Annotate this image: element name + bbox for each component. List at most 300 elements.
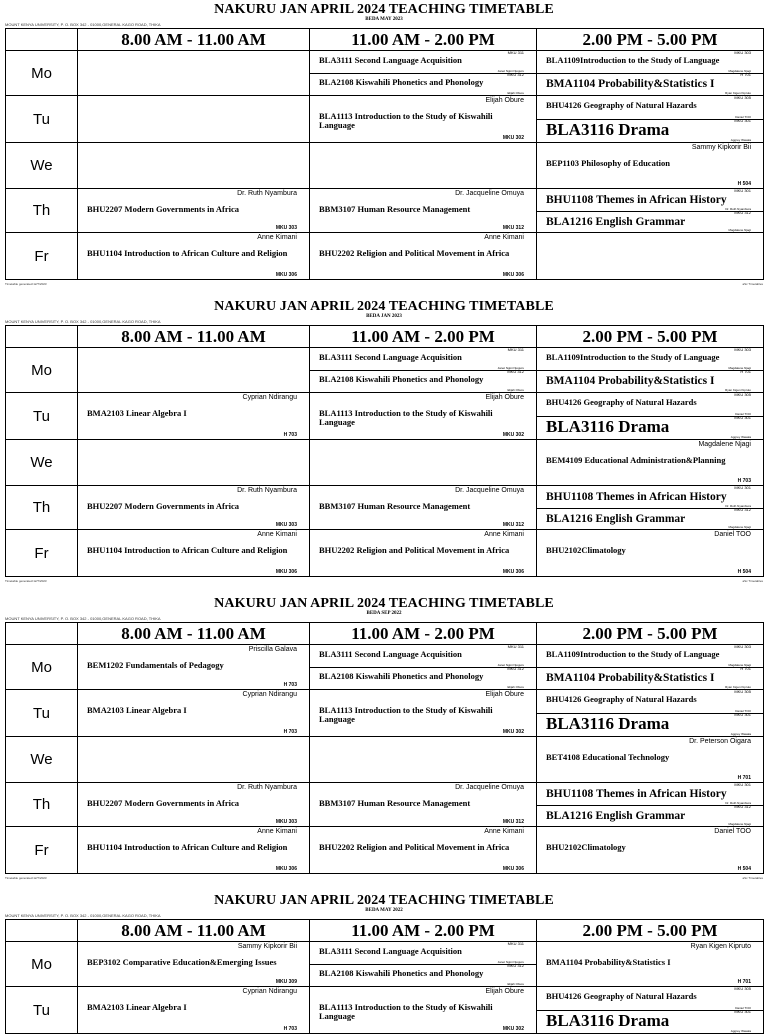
- day-row-tu: [6, 987, 764, 1034]
- class-group-label: BEDA JAN 2023: [366, 314, 402, 319]
- lecturer-name: Elijah Obure: [507, 388, 524, 392]
- class-group-label: BEDA SEP 2022: [366, 611, 402, 616]
- lesson-card[interactable]: [310, 645, 536, 668]
- course-title: BLA1113 Introduction to the Study of Kiswahili Language: [319, 1002, 493, 1021]
- lesson-card[interactable]: [537, 370, 763, 392]
- time-slot-header: 11.00 AM - 2.00 PM: [310, 29, 537, 51]
- room-label: MKU 305: [734, 95, 751, 100]
- course-title: BHU2207 Modern Governments in Africa: [87, 204, 240, 214]
- time-header-row: [6, 920, 764, 942]
- lecturer-name: Magdalene Njagi: [728, 822, 751, 826]
- lecturer-name: Ryan Kigen Kipruto: [690, 943, 751, 950]
- room-label: MKU 303: [734, 50, 751, 55]
- course-title: BLA2108 Kiswahili Phonetics and Phonology: [319, 77, 484, 87]
- lecturer-name: Ryan Kigen Kipruto: [725, 685, 751, 689]
- time-slot-header: 8.00 AM - 11.00 AM: [78, 29, 310, 51]
- lesson-card[interactable]: [310, 189, 536, 232]
- lesson-card[interactable]: [310, 783, 536, 826]
- lesson-card[interactable]: [78, 942, 309, 986]
- course-title: BLA3111 Second Language Acquisition: [319, 649, 462, 659]
- course-title: BMA1104 Probability&Statistics I: [546, 375, 715, 387]
- slot-cell: [537, 96, 764, 143]
- lecturer-name: Cyprian Ndirangu: [242, 988, 297, 995]
- slot-cell: [78, 51, 310, 96]
- lesson-card[interactable]: [537, 143, 763, 188]
- lecturer-name: Magdalene Njagi: [728, 228, 751, 232]
- lesson-card[interactable]: [310, 667, 536, 689]
- lecturer-name: Elijah Obure: [507, 982, 524, 986]
- slot-cell: [537, 737, 764, 783]
- lecturer-name: Daniel TOO: [714, 531, 751, 538]
- timetable-block: [0, 297, 768, 594]
- course-title: BLA3111 Second Language Acquisition: [319, 946, 462, 956]
- day-row-we: [6, 440, 764, 486]
- time-header-row: [6, 623, 764, 645]
- timetable-block: [0, 891, 768, 1033]
- split-lesson-cell: [537, 690, 763, 736]
- lesson-card[interactable]: [537, 805, 763, 827]
- slot-cell: [78, 942, 310, 987]
- lesson-card[interactable]: [78, 645, 309, 689]
- split-lesson-cell: [537, 393, 763, 439]
- room-label: MKU 301: [734, 1009, 751, 1014]
- software-credit: aSc Timetables: [742, 579, 763, 583]
- course-title: BLA3116 Drama: [546, 417, 670, 436]
- lecturer-name: Magdalene Njagi: [728, 366, 751, 370]
- room-label: MKU 312: [502, 225, 524, 231]
- room-label: H 701: [740, 666, 751, 671]
- lecturer-name: Aggrey Wasala: [730, 1029, 751, 1033]
- slot-cell: [78, 348, 310, 393]
- lecturer-name: Dr. Jacqueline Omuya: [455, 487, 524, 494]
- course-title: BHU4126 Geography of Natural Hazards: [546, 991, 697, 1001]
- day-row-we: [6, 737, 764, 783]
- slot-cell: [310, 189, 537, 233]
- software-credit: aSc Timetables: [742, 282, 763, 286]
- lesson-card[interactable]: [78, 486, 309, 529]
- slot-cell: [78, 233, 310, 280]
- lesson-card[interactable]: [310, 690, 536, 736]
- day-row-mo: [6, 942, 764, 987]
- lesson-card[interactable]: [310, 348, 536, 371]
- time-header-row: [6, 29, 764, 51]
- slot-cell: [537, 690, 764, 737]
- lesson-card[interactable]: [310, 987, 536, 1033]
- lecturer-name: Anne Kimani: [484, 234, 524, 241]
- course-title: BLA1113 Introduction to the Study of Kiswahili Language: [319, 705, 493, 724]
- course-title: BLA1113 Introduction to the Study of Kiswahili Language: [319, 408, 493, 427]
- slot-cell: [78, 143, 310, 189]
- course-title: BMA2103 Linear Algebra I: [87, 705, 187, 715]
- lesson-card[interactable]: [310, 393, 536, 439]
- slot-cell: [310, 348, 537, 393]
- timetable-title: NAKURU JAN APRIL 2024 TEACHING TIMETABLE: [214, 2, 554, 17]
- room-label: MKU 302: [502, 1026, 524, 1032]
- course-title: BEM4109 Educational Administration&Planning: [546, 455, 726, 465]
- room-label: MKU 312: [502, 819, 524, 825]
- room-label: MKU 302: [502, 432, 524, 438]
- lecturer-name: Cyprian Ndirangu: [242, 691, 297, 698]
- slot-cell: [78, 189, 310, 233]
- course-title: BHU1104 Introduction to African Culture and Religion: [87, 842, 288, 852]
- slot-cell: [537, 987, 764, 1034]
- lesson-card[interactable]: [537, 942, 763, 986]
- room-label: H 703: [283, 432, 297, 438]
- day-label: Th: [6, 486, 78, 530]
- room-label: MKU 301: [734, 712, 751, 717]
- lesson-card[interactable]: [310, 530, 536, 576]
- day-label: We: [6, 737, 78, 783]
- corner-cell: [6, 623, 78, 645]
- room-label: MKU 301: [734, 188, 751, 193]
- lesson-card[interactable]: [537, 440, 763, 485]
- room-label: MKU 303: [734, 347, 751, 352]
- lecturer-name: Magdalene Njagi: [698, 441, 751, 448]
- slot-cell: [78, 393, 310, 440]
- lecturer-name: Daniel TOO: [735, 709, 751, 713]
- room-label: MKU 312: [507, 72, 524, 77]
- room-label: MKU 306: [502, 569, 524, 575]
- time-header-row: [6, 326, 764, 348]
- lesson-card[interactable]: [310, 96, 536, 142]
- lecturer-name: Dr. Jacqueline Omuya: [455, 784, 524, 791]
- day-row-tu: [6, 690, 764, 737]
- lesson-card[interactable]: [78, 393, 309, 439]
- course-title: BHU1104 Introduction to African Culture and Religion: [87, 545, 288, 555]
- lecturer-name: Anne Kimani: [257, 531, 297, 538]
- lecturer-name: Daniel TOO: [735, 1006, 751, 1010]
- split-lesson-cell: [537, 348, 763, 392]
- slot-cell: [310, 987, 537, 1034]
- course-title: BBM3107 Human Resource Management: [319, 204, 471, 214]
- lesson-card[interactable]: [537, 508, 763, 530]
- course-title: BHU1108 Themes in African History: [546, 788, 727, 800]
- timetable-block: [0, 0, 768, 297]
- course-title: BLA3116 Drama: [546, 714, 670, 733]
- room-label: MKU 312: [507, 963, 524, 968]
- lesson-card[interactable]: [537, 73, 763, 95]
- day-label: Mo: [6, 51, 78, 96]
- course-title: BLA1109Introduction to the Study of Language: [546, 352, 720, 362]
- room-label: MKU 306: [275, 569, 297, 575]
- lecturer-name: Elijah Obure: [485, 988, 524, 995]
- lesson-card[interactable]: [310, 233, 536, 279]
- slot-cell: [537, 51, 764, 96]
- university-address: MOUNT KENYA UNIVERSITY, P. O. BOX 342 - 01000,GENERAL KAGO ROAD, THIKA: [5, 913, 161, 918]
- course-title: BMA2103 Linear Algebra I: [87, 408, 187, 418]
- lecturer-name: Anne Kimani: [484, 531, 524, 538]
- slot-cell: [78, 827, 310, 874]
- lesson-card[interactable]: [78, 189, 309, 232]
- lesson-card[interactable]: [310, 964, 536, 986]
- university-address: MOUNT KENYA UNIVERSITY, P. O. BOX 342 - 01000,GENERAL KAGO ROAD, THIKA: [5, 616, 161, 621]
- lecturer-name: Janet Ngini Njoguru: [497, 663, 524, 667]
- course-title: BMA1104 Probability&Statistics I: [546, 78, 715, 90]
- slot-cell: [310, 143, 537, 189]
- split-lesson-cell: [310, 348, 536, 392]
- slot-cell: [537, 530, 764, 577]
- lesson-card[interactable]: [310, 942, 536, 965]
- lecturer-name: Magdalene Njagi: [728, 663, 751, 667]
- lecturer-name: Janet Ngini Njoguru: [497, 69, 524, 73]
- day-label: Fr: [6, 530, 78, 577]
- course-title: BBM3107 Human Resource Management: [319, 798, 471, 808]
- lesson-card[interactable]: [537, 667, 763, 689]
- course-title: BBM3107 Human Resource Management: [319, 501, 471, 511]
- lesson-card[interactable]: [310, 51, 536, 74]
- course-title: BEM1202 Fundamentals of Pedagogy: [87, 660, 224, 670]
- generated-date: Timetable generated:12/7/2023: [5, 876, 47, 880]
- lesson-card[interactable]: [537, 211, 763, 233]
- lesson-card[interactable]: [537, 827, 763, 873]
- room-label: MKU 312: [734, 803, 751, 809]
- slot-cell: [310, 942, 537, 987]
- split-lesson-cell: [537, 645, 763, 689]
- split-lesson-cell: [310, 942, 536, 986]
- slot-cell: [78, 440, 310, 486]
- course-title: BLA2108 Kiswahili Phonetics and Phonology: [319, 671, 484, 681]
- lecturer-name: Dr. Ruth Nyambura: [725, 800, 751, 805]
- slot-cell: [310, 51, 537, 96]
- time-slot-header: 2.00 PM - 5.00 PM: [537, 623, 764, 645]
- lesson-card[interactable]: [310, 486, 536, 529]
- room-label: MKU 301: [734, 485, 751, 490]
- day-label: Mo: [6, 942, 78, 987]
- time-slot-header: 8.00 AM - 11.00 AM: [78, 326, 310, 348]
- lesson-card[interactable]: [78, 530, 309, 576]
- software-credit: aSc Timetables: [742, 876, 763, 880]
- lesson-card[interactable]: [78, 783, 309, 826]
- time-slot-header: 2.00 PM - 5.00 PM: [537, 326, 764, 348]
- university-address: MOUNT KENYA UNIVERSITY, P. O. BOX 342 - 01000,GENERAL KAGO ROAD, THIKA: [5, 319, 161, 324]
- course-title: BHU2202 Religion and Political Movement in Africa: [319, 248, 510, 258]
- lesson-card[interactable]: [78, 233, 309, 279]
- course-title: BHU2202 Religion and Political Movement in Africa: [319, 545, 510, 555]
- generated-date: Timetable generated:12/7/2023: [5, 579, 47, 583]
- course-title: BLA3116 Drama: [546, 120, 670, 139]
- lesson-card[interactable]: [310, 827, 536, 873]
- lesson-card[interactable]: [78, 690, 309, 736]
- day-row-th: [6, 189, 764, 233]
- lecturer-name: Dr. Ruth Nyambura: [237, 784, 297, 791]
- day-label: Tu: [6, 96, 78, 143]
- lesson-card[interactable]: [537, 189, 763, 212]
- slot-cell: [78, 783, 310, 827]
- room-label: H 701: [740, 72, 751, 77]
- lesson-card[interactable]: [537, 416, 763, 439]
- room-label: H 703: [737, 478, 751, 484]
- lesson-card[interactable]: [537, 486, 763, 509]
- day-row-th: [6, 486, 764, 530]
- course-title: BLA3111 Second Language Acquisition: [319, 55, 462, 65]
- university-address: MOUNT KENYA UNIVERSITY, P. O. BOX 342 - 01000,GENERAL KAGO ROAD, THIKA: [5, 22, 161, 27]
- day-label: Fr: [6, 827, 78, 874]
- day-label: Th: [6, 189, 78, 233]
- lecturer-name: Dr. Ruth Nyambura: [237, 190, 297, 197]
- lesson-card[interactable]: [537, 51, 763, 74]
- slot-cell: [537, 645, 764, 690]
- slot-cell: [310, 827, 537, 874]
- course-title: BHU1108 Themes in African History: [546, 491, 727, 503]
- split-lesson-cell: [537, 96, 763, 142]
- course-title: BHU2207 Modern Governments in Africa: [87, 501, 240, 511]
- day-row-th: [6, 783, 764, 827]
- room-label: MKU 305: [734, 689, 751, 694]
- slot-cell: [537, 942, 764, 987]
- room-label: MKU 301: [734, 415, 751, 420]
- course-title: BMA1104 Probability&Statistics I: [546, 672, 715, 684]
- room-label: H 701: [737, 979, 751, 985]
- lecturer-name: Elijah Obure: [485, 691, 524, 698]
- room-label: MKU 311: [507, 941, 524, 946]
- room-label: H 703: [283, 682, 297, 688]
- room-label: MKU 303: [734, 644, 751, 649]
- room-label: MKU 301: [734, 118, 751, 123]
- slot-cell: [78, 530, 310, 577]
- lecturer-name: Elijah Obure: [507, 91, 524, 95]
- slot-cell: [537, 440, 764, 486]
- lesson-card[interactable]: [537, 737, 763, 782]
- lecturer-name: Magdalene Njagi: [728, 525, 751, 529]
- slot-cell: [537, 486, 764, 530]
- day-row-fr: [6, 530, 764, 577]
- lesson-card[interactable]: [537, 530, 763, 576]
- timetable-grid: [5, 28, 764, 280]
- lesson-card[interactable]: [78, 827, 309, 873]
- lecturer-name: Anne Kimani: [484, 828, 524, 835]
- lecturer-name: Dr. Jacqueline Omuya: [455, 190, 524, 197]
- room-label: MKU 312: [734, 209, 751, 215]
- course-title: BHU2207 Modern Governments in Africa: [87, 798, 240, 808]
- slot-cell: [78, 96, 310, 143]
- day-label: Tu: [6, 987, 78, 1034]
- slot-cell: [78, 737, 310, 783]
- course-title: BHU4126 Geography of Natural Hazards: [546, 100, 697, 110]
- slot-cell: [78, 987, 310, 1034]
- course-title: BLA1109Introduction to the Study of Language: [546, 649, 720, 659]
- slot-cell: [310, 440, 537, 486]
- split-lesson-cell: [537, 486, 763, 529]
- corner-cell: [6, 29, 78, 51]
- room-label: MKU 312: [507, 369, 524, 374]
- lesson-card[interactable]: [310, 370, 536, 392]
- time-slot-header: 8.00 AM - 11.00 AM: [78, 920, 310, 942]
- lesson-card[interactable]: [537, 645, 763, 668]
- lecturer-name: Elijah Obure: [507, 685, 524, 689]
- class-group-label: BEDA MAY 2022: [365, 908, 403, 913]
- lesson-card[interactable]: [537, 690, 763, 714]
- lecturer-name: Aggrey Wasala: [730, 138, 751, 142]
- course-title: BLA2108 Kiswahili Phonetics and Phonology: [319, 968, 484, 978]
- time-slot-header: 8.00 AM - 11.00 AM: [78, 623, 310, 645]
- course-title: BHU2102Climatology: [546, 842, 626, 852]
- time-slot-header: 2.00 PM - 5.00 PM: [537, 920, 764, 942]
- room-label: MKU 306: [502, 866, 524, 872]
- lecturer-name: Elijah Obure: [485, 394, 524, 401]
- course-title: BLA3116 Drama: [546, 1011, 670, 1030]
- slot-cell: [310, 96, 537, 143]
- lesson-card[interactable]: [537, 348, 763, 371]
- room-label: MKU 312: [507, 666, 524, 671]
- corner-cell: [6, 326, 78, 348]
- lesson-card[interactable]: [537, 393, 763, 417]
- day-row-tu: [6, 393, 764, 440]
- lecturer-name: Sammy Kipkorir Bii: [691, 144, 751, 151]
- timetable-title: NAKURU JAN APRIL 2024 TEACHING TIMETABLE: [214, 596, 554, 611]
- lecturer-name: Sammy Kipkorir Bii: [237, 943, 297, 950]
- slot-cell: [310, 783, 537, 827]
- timetable-grid: [5, 919, 764, 1034]
- lesson-card[interactable]: [537, 713, 763, 736]
- slot-cell: [78, 645, 310, 690]
- day-label: We: [6, 440, 78, 486]
- course-title: BHU4126 Geography of Natural Hazards: [546, 397, 697, 407]
- day-label: Mo: [6, 645, 78, 690]
- lecturer-name: Dr. Ruth Nyambura: [725, 503, 751, 508]
- room-label: MKU 311: [507, 347, 524, 352]
- course-title: BEP1103 Philosophy of Education: [546, 158, 670, 168]
- lesson-card[interactable]: [310, 73, 536, 95]
- lesson-card[interactable]: [537, 96, 763, 120]
- day-row-fr: [6, 827, 764, 874]
- room-label: H 701: [740, 369, 751, 374]
- course-title: BLA2108 Kiswahili Phonetics and Phonology: [319, 374, 484, 384]
- course-title: BHU4126 Geography of Natural Hazards: [546, 694, 697, 704]
- course-title: BMA2103 Linear Algebra I: [87, 1002, 187, 1012]
- slot-cell: [537, 393, 764, 440]
- lesson-card[interactable]: [78, 987, 309, 1033]
- room-label: MKU 303: [275, 522, 297, 528]
- lesson-card[interactable]: [537, 783, 763, 806]
- course-title: BHU1108 Themes in African History: [546, 194, 727, 206]
- slot-cell: [78, 486, 310, 530]
- slot-cell: [310, 486, 537, 530]
- split-lesson-cell: [537, 783, 763, 826]
- split-lesson-cell: [537, 987, 763, 1033]
- time-slot-header: 11.00 AM - 2.00 PM: [310, 920, 537, 942]
- day-row-mo: [6, 645, 764, 690]
- lecturer-name: Dr. Peterson Oigara: [689, 738, 751, 745]
- course-title: BHU1104 Introduction to African Culture and Religion: [87, 248, 288, 258]
- room-label: MKU 305: [734, 986, 751, 991]
- lecturer-name: Aggrey Wasala: [730, 732, 751, 736]
- room-label: MKU 301: [734, 782, 751, 787]
- day-row-mo: [6, 348, 764, 393]
- slot-cell: [310, 737, 537, 783]
- lesson-card[interactable]: [537, 987, 763, 1011]
- room-label: MKU 312: [502, 522, 524, 528]
- day-label: Mo: [6, 348, 78, 393]
- lecturer-name: Anne Kimani: [257, 828, 297, 835]
- day-label: Fr: [6, 233, 78, 280]
- room-label: H 504: [737, 181, 751, 187]
- course-title: BHU2202 Religion and Political Movement in Africa: [319, 842, 510, 852]
- time-slot-header: 11.00 AM - 2.00 PM: [310, 326, 537, 348]
- course-title: BLA1216 English Grammar: [546, 215, 686, 228]
- lesson-card[interactable]: [537, 1010, 763, 1033]
- course-title: BLA1216 English Grammar: [546, 809, 686, 822]
- slot-cell: [78, 690, 310, 737]
- time-slot-header: 2.00 PM - 5.00 PM: [537, 29, 764, 51]
- slot-cell: [537, 189, 764, 233]
- room-label: MKU 302: [502, 135, 524, 141]
- course-title: BLA1109Introduction to the Study of Language: [546, 55, 720, 65]
- lesson-card[interactable]: [537, 119, 763, 142]
- lecturer-name: Anne Kimani: [257, 234, 297, 241]
- course-title: BEP3102 Comparative Education&Emerging Issues: [87, 957, 277, 967]
- split-lesson-cell: [537, 51, 763, 95]
- lecturer-name: Daniel TOO: [714, 828, 751, 835]
